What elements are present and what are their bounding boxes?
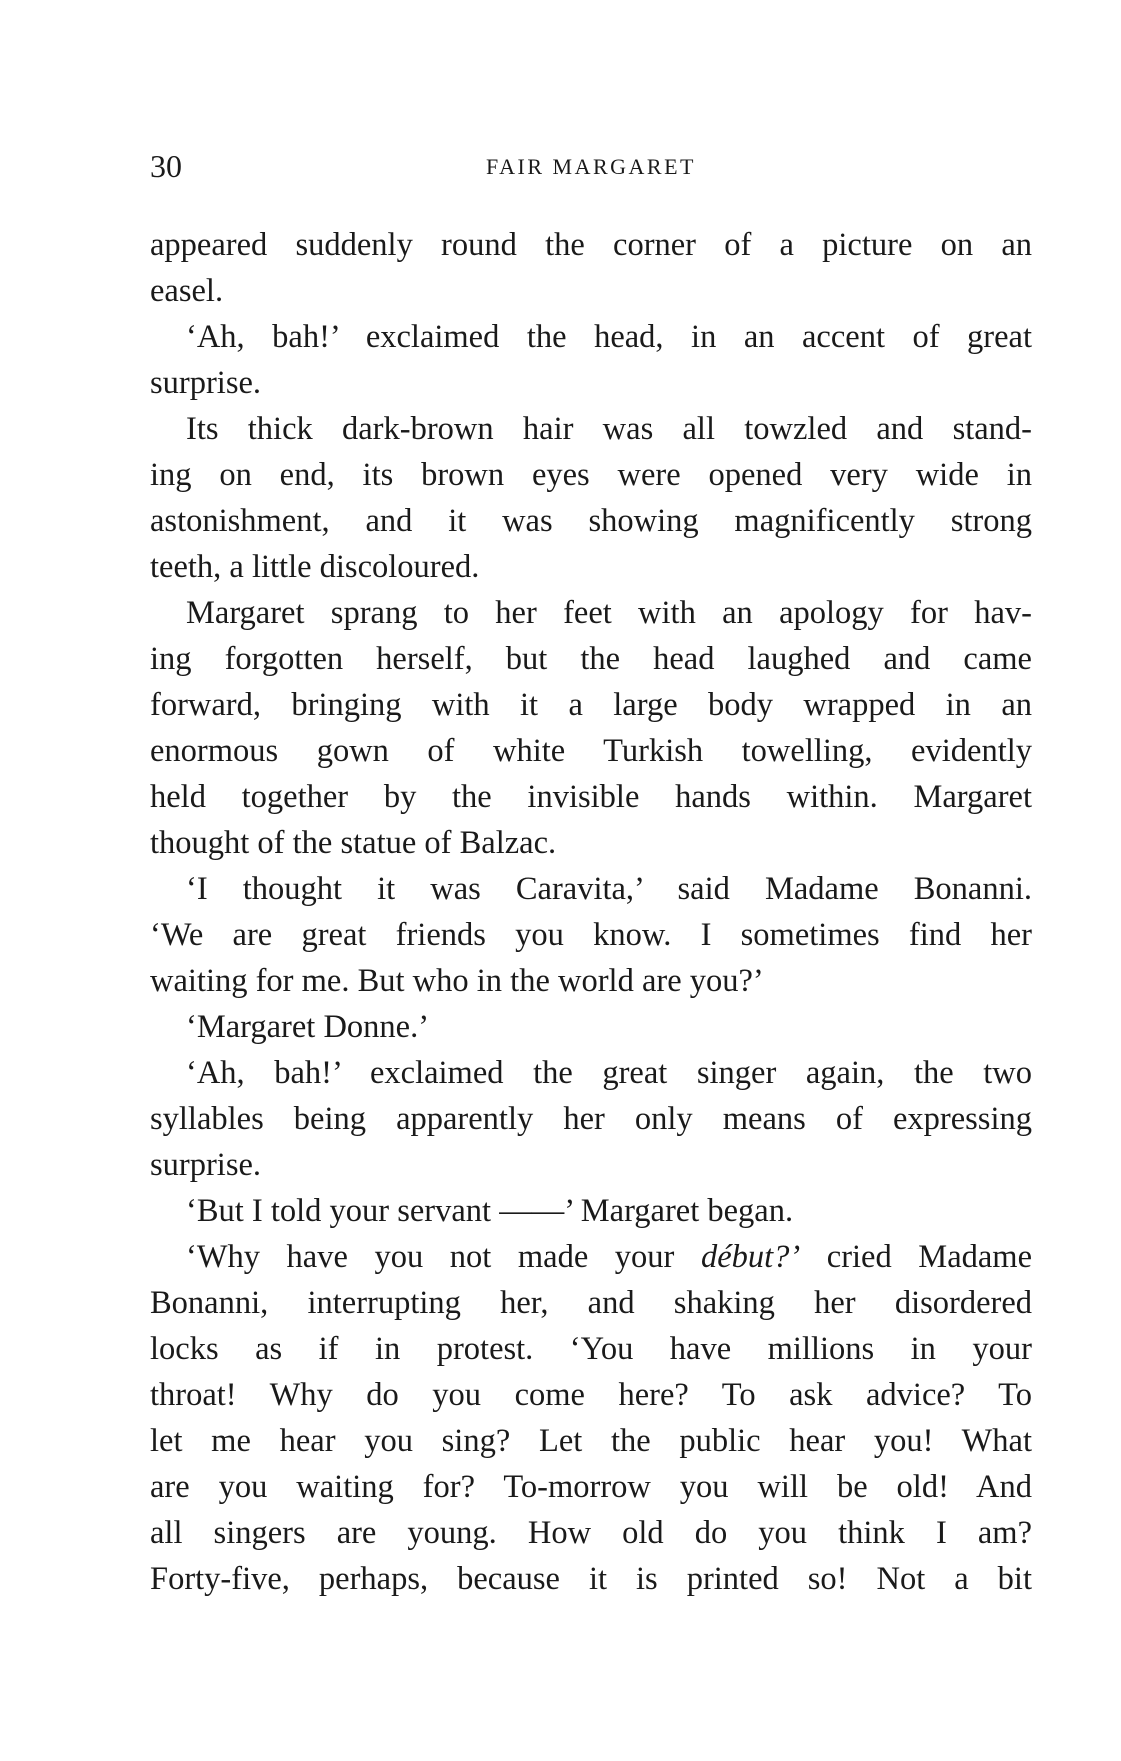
text-line: ‘I thought it was Caravita,’ said Madame Bonanni. bbox=[186, 871, 1032, 907]
text-line: let me hear you sing? Let the public hear you! What bbox=[150, 1423, 1032, 1459]
text-line: ing on end, its brown eyes were opened very wide in bbox=[150, 457, 1032, 493]
text-line: forward, bringing with it a large body wrapped in an bbox=[150, 687, 1032, 723]
text-line: ‘But I told your servant ——’ Margaret began. bbox=[186, 1193, 794, 1229]
page-number: 30 bbox=[150, 148, 182, 184]
text-line: ‘Ah, bah!’ exclaimed the great singer again, the two bbox=[186, 1055, 1032, 1091]
text-line: thought of the statue of Balzac. bbox=[150, 825, 557, 861]
text-line: waiting for me. But who in the world are you?’ bbox=[150, 963, 764, 999]
text-line: Its thick dark-brown hair was all towzled and stand- bbox=[186, 411, 1032, 447]
text-line: Margaret sprang to her feet with an apology for hav- bbox=[186, 595, 1032, 631]
text-line: easel. bbox=[150, 273, 224, 309]
text-line: enormous gown of white Turkish towelling, evidently bbox=[150, 733, 1032, 769]
text-line: surprise. bbox=[150, 1147, 262, 1183]
text-line: appeared suddenly round the corner of a picture on an bbox=[150, 227, 1032, 263]
text-line: held together by the invisible hands within. Margaret bbox=[150, 779, 1032, 815]
text-line-with-italic bbox=[150, 1234, 1032, 1280]
running-head bbox=[150, 146, 1032, 186]
text-line: surprise. bbox=[150, 365, 262, 401]
text-line: teeth, a little discoloured. bbox=[150, 549, 480, 585]
text-line: Forty-five, perhaps, because it is printed so! Not a bit bbox=[150, 1561, 1032, 1597]
text-line: ‘Ah, bah!’ exclaimed the head, in an accent of great bbox=[186, 319, 1032, 355]
text-segment: ‘Why have you not made your bbox=[186, 1239, 675, 1275]
text-segment: cried Madame bbox=[826, 1239, 1032, 1275]
text-line: all singers are young. How old do you think I am? bbox=[150, 1515, 1032, 1551]
body-text bbox=[150, 222, 1032, 1602]
text-line: astonishment, and it was showing magnificently strong bbox=[150, 503, 1032, 539]
running-title: FAIR MARGARET bbox=[486, 154, 696, 179]
text-line: ing forgotten herself, but the head laughed and came bbox=[150, 641, 1032, 677]
text-line: are you waiting for? To-morrow you will be old! And bbox=[150, 1469, 1032, 1505]
italic-word: début?’ bbox=[700, 1239, 801, 1275]
text-line: Bonanni, interrupting her, and shaking her disordered bbox=[150, 1285, 1032, 1321]
text-line: throat! Why do you come here? To ask advice? To bbox=[150, 1377, 1032, 1413]
text-line: syllables being apparently her only means of expressing bbox=[150, 1101, 1032, 1137]
text-line: locks as if in protest. ‘You have millions in your bbox=[150, 1331, 1032, 1367]
text-line: ‘Margaret Donne.’ bbox=[186, 1009, 430, 1045]
text-line: ‘We are great friends you know. I sometimes find her bbox=[150, 917, 1032, 953]
